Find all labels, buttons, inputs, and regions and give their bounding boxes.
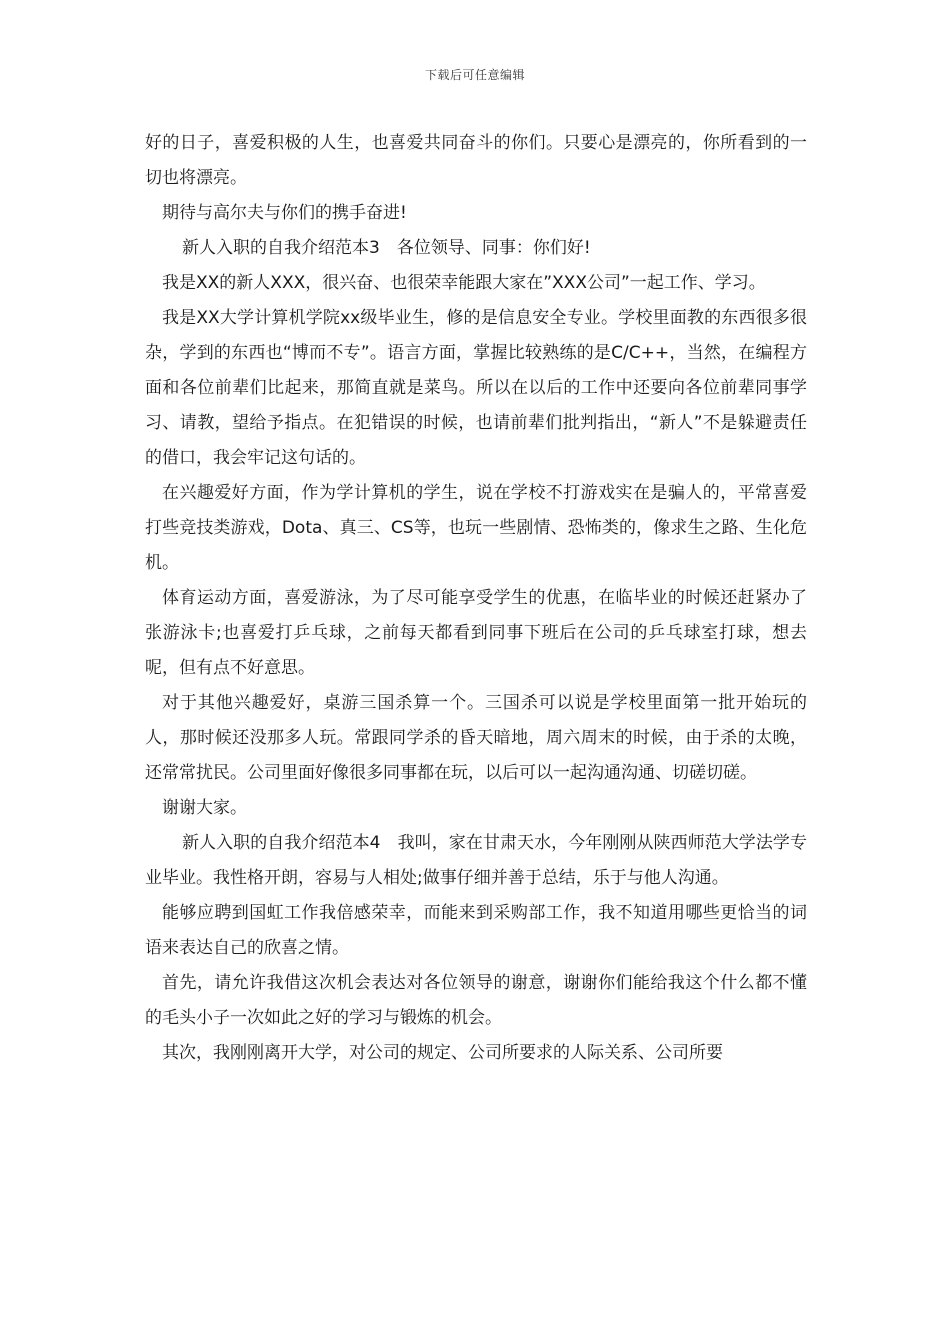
- paragraph-4: 我是XX大学计算机学院xx级毕业生，修的是信息安全专业。学校里面教的东西很多很杂，学到的东西也“博而不专”。语言方面，掌握比较熟练的是C/C++，当然，在编程方面和各位前辈们比起来，那简直就是菜鸟。所以在以后的工作中还要向各位前辈同事学习、请教，望给予指点。在犯错误的时候，也请前辈们批判指出，“新人”不是躲避责任的借口，我会牢记这句话的。: [145, 308, 807, 468]
- paragraph-9: 能够应聘到国虹工作我倍感荣幸，而能来到采购部工作，我不知道用哪些更恰当的词语来表达自己的欣喜之情。: [145, 903, 807, 958]
- paragraph-8: 谢谢大家。: [162, 798, 247, 818]
- paragraph-11: 其次，我刚刚离开大学，对公司的规定、公司所要求的人际关系、公司所要: [162, 1043, 723, 1063]
- paragraph-10: 首先，请允许我借这次机会表达对各位领导的谢意，谢谢你们能给我这个什么都不懂的毛头小子一次如此之好的学习与锻炼的机会。: [145, 973, 807, 1028]
- paragraph-5: 在兴趣爱好方面，作为学计算机的学生，说在学校不打游戏实在是骗人的，平常喜爱打些竞技类游戏，Dota、真三、CS等，也玩一些剧情、恐怖类的，像求生之路、生化危机。: [145, 483, 807, 573]
- paragraph-3: 我是XX的新人XXX，很兴奋、也很荣幸能跟大家在”XXX公司”一起工作、学习。: [162, 273, 766, 293]
- paragraph-2: 期待与高尔夫与你们的携手奋进!: [162, 203, 407, 223]
- paragraph-6: 体育运动方面，喜爱游泳，为了尽可能享受学生的优惠，在临毕业的时候还赶紧办了张游泳卡;也喜爱打乒乓球，之前每天都看到同事下班后在公司的乒乓球室打球，想去呢，但有点不好意思。: [145, 588, 807, 678]
- document-body: [145, 126, 807, 1071]
- section-heading-4: 新人入职的自我介绍范本4 我叫，家在甘肃天水，今年刚刚从陕西师范大学法学专业毕业。我性格开朗，容易与人相处;做事仔细并善于总结，乐于与他人沟通。: [145, 833, 807, 888]
- page-header: 下载后可任意编辑: [424, 68, 525, 82]
- paragraph-7: 对于其他兴趣爱好，桌游三国杀算一个。三国杀可以说是学校里面第一批开始玩的人，那时候还没那多人玩。常跟同学杀的昏天暗地，周六周末的时候，由于杀的太晚，还常常扰民。公司里面好像很多同事都在玩，以后可以一起沟通沟通、切磋切磋。: [145, 693, 807, 783]
- section-heading-3: 新人入职的自我介绍范本3 各位领导、同事：你们好!: [182, 238, 591, 258]
- paragraph-1: 好的日子，喜爱积极的人生，也喜爱共同奋斗的你们。只要心是漂亮的，你所看到的一切也将漂亮。: [145, 133, 807, 188]
